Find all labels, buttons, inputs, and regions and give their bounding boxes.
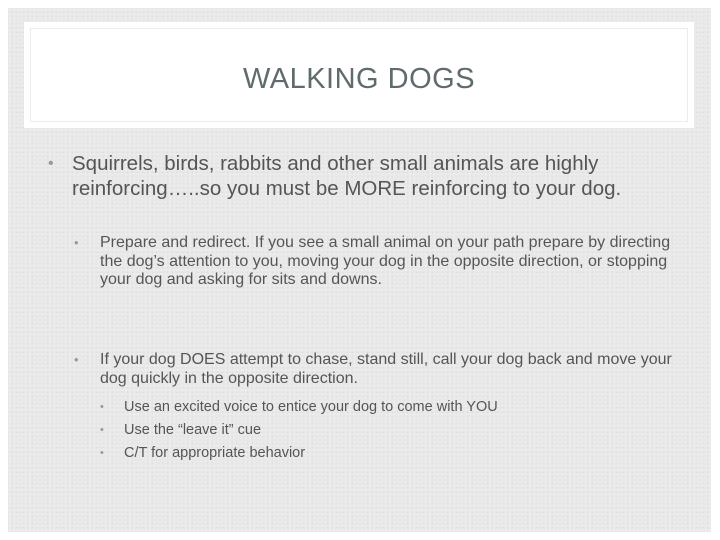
bullet-level3-leave-it [100,420,690,440]
bullet-dot: • [74,235,79,250]
bullet-text: Squirrels, birds, rabbits and other small animals are highly reinforcing…..so you must be MORE reinforcing to your dog. [72,152,622,200]
bullet-dot: • [100,401,104,413]
bullet-dot: • [100,424,104,436]
bullet-text: Prepare and redirect. If you see a small animal on your path prepare by directing the dog’s attention to you, moving your dog in the opposite direction, or stopping your dog and asking for sits and downs. [100,234,671,288]
bullet-level2-chase [74,351,694,388]
slide [8,8,711,532]
title-frame [30,28,688,122]
title-box [24,22,694,128]
bullet-dot: • [100,447,104,459]
bullet-level2-prepare-redirect [74,234,694,290]
bullet-dot: • [74,352,79,367]
slide-title: WALKING DOGS [242,63,476,95]
bullet-text: If your dog DOES attempt to chase, stand still, call your dog back and move your dog quickly in the opposite direction. [100,351,672,387]
bullet-text: Use an excited voice to entice your dog to come with YOU [124,399,498,415]
bullet-text: Use the “leave it” cue [124,422,262,438]
bullet-level3-ct-behavior [100,443,690,463]
bullet-level3-excited-voice [100,397,690,417]
bullet-text: C/T for appropriate behavior [124,445,306,461]
bullet-level1-squirrels [48,152,698,201]
bullet-dot: • [48,155,54,172]
